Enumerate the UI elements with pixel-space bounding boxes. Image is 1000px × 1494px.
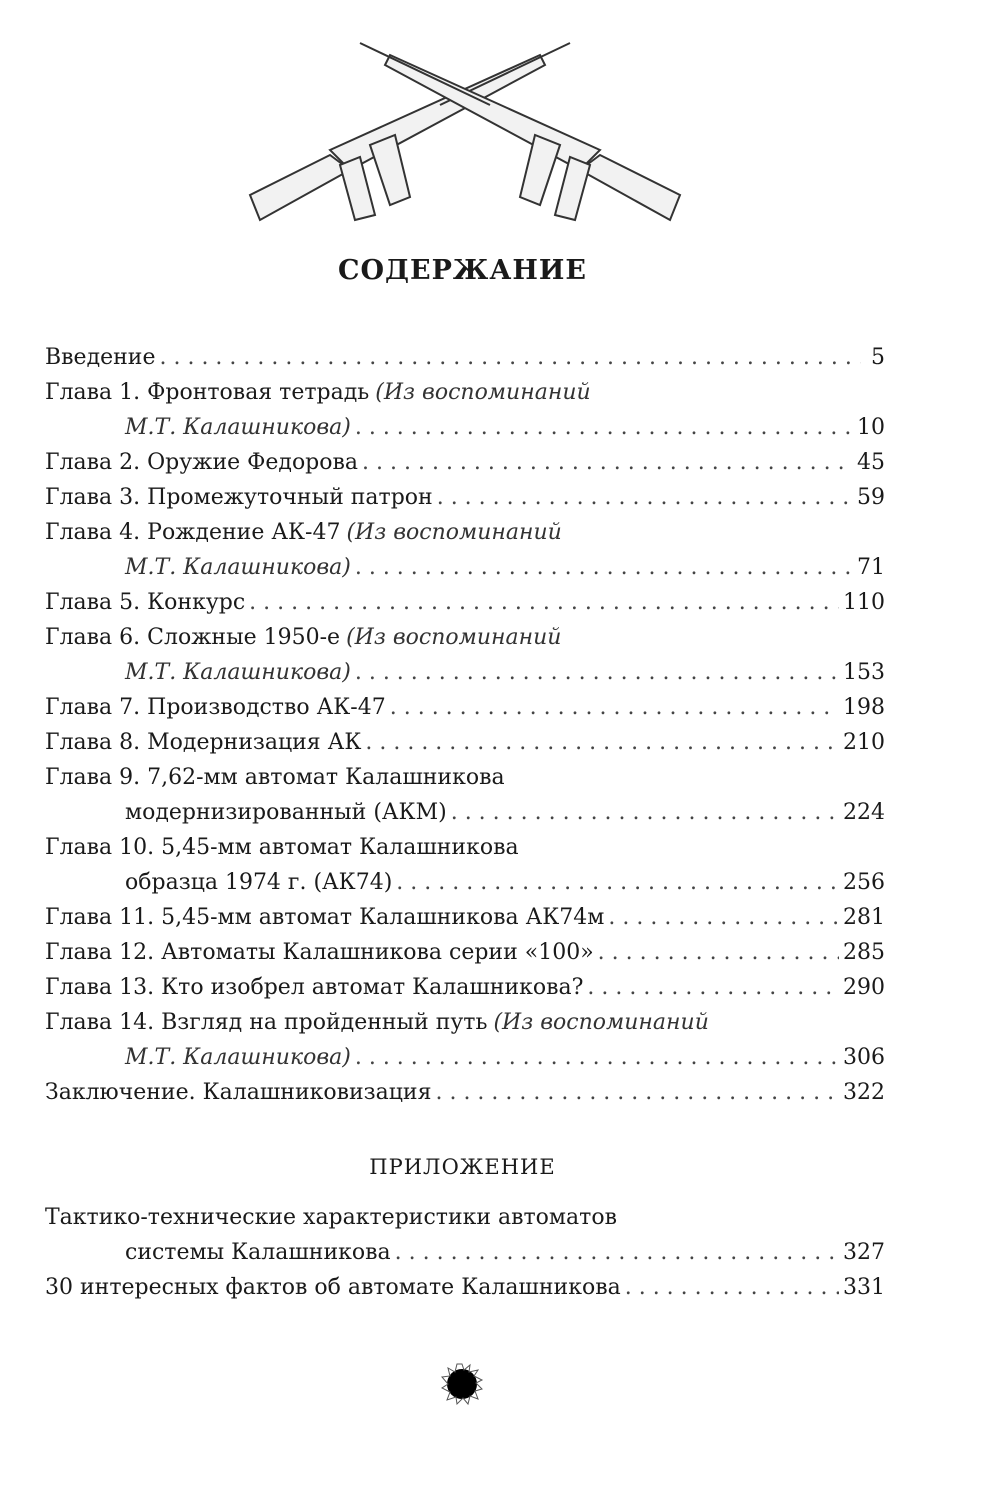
toc-entry[interactable] [45,1045,885,1080]
dot-leader [390,695,839,720]
toc-entry[interactable] [45,1205,885,1240]
dot-leader [451,800,839,825]
entry-note: М.Т. Калашникова) [125,555,351,580]
dot-leader [598,940,839,965]
dot-leader [355,415,853,440]
page-number: 71 [857,555,885,580]
toc-entry[interactable] [45,730,885,765]
page-number: 210 [843,730,885,755]
toc-entry[interactable] [45,415,885,450]
toc-entry[interactable] [45,905,885,940]
page-number: 59 [857,485,885,510]
page-number: 224 [843,800,885,825]
page-number: 290 [843,975,885,1000]
entry-title: системы Калашникова [125,1240,391,1265]
toc-entry[interactable] [45,485,885,520]
entry-title: Глава 3. Промежуточный патрон [45,485,433,510]
page-number: 322 [843,1080,885,1105]
page-number: 331 [843,1275,885,1300]
toc-entry[interactable] [45,835,885,870]
entry-title: Глава 1. Фронтовая тетрадь [45,380,370,405]
dot-leader [355,555,853,580]
entry-title: Глава 13. Кто изобрел автомат Калашникова? [45,975,584,1000]
entry-note: М.Т. Калашникова) [125,415,351,440]
entry-title: Глава 8. Модернизация АК [45,730,362,755]
entry-title: Тактико-технические характеристики автоматов [45,1205,617,1230]
page-number: 256 [843,870,885,895]
dot-leader [365,730,839,755]
dot-leader [249,590,839,615]
crossed-rifles-emblem [240,35,690,235]
page-title: СОДЕРЖАНИЕ [338,255,587,286]
entry-note: (Из воспоминаний [375,380,591,405]
entry-note: (Из воспоминаний [346,520,562,545]
entry-title: Глава 14. Взгляд на пройденный путь [45,1010,488,1035]
toc-entry[interactable] [45,1240,885,1275]
dot-leader [437,485,853,510]
page-number: 285 [843,940,885,965]
dot-leader [159,345,861,370]
dot-leader [362,450,853,475]
entry-title: Глава 2. Оружие Федорова [45,450,359,475]
toc-entry[interactable] [45,555,885,590]
toc-entry[interactable] [45,940,885,975]
page-number: 10 [857,415,885,440]
toc-entry[interactable] [45,450,885,485]
page-number: 45 [857,450,885,475]
entry-note: (Из воспоминаний [346,625,562,650]
toc-entry[interactable] [45,660,885,695]
toc-entry[interactable] [45,800,885,835]
entry-title: 30 интересных фактов об автомате Калашникова [45,1275,621,1300]
toc-entry[interactable] [45,1275,885,1310]
page-number: 327 [843,1240,885,1265]
entry-title: Глава 10. 5,45-мм автомат Калашникова [45,835,519,860]
entry-title: Глава 7. Производство АК-47 [45,695,386,720]
dot-leader [435,1080,839,1105]
entry-title: Глава 11. 5,45-мм автомат Калашникова АК74м [45,905,605,930]
bullet-hole-icon [440,1362,484,1406]
toc-entry[interactable] [45,870,885,905]
dot-leader [395,1240,839,1265]
toc-entry[interactable] [45,1010,885,1045]
entry-title: Введение [45,345,156,370]
toc-entry[interactable] [45,1080,885,1115]
toc-entry[interactable] [45,625,885,660]
page-number: 306 [843,1045,885,1070]
entry-title: Заключение. Калашниковизация [45,1080,432,1105]
page-number: 110 [843,590,885,615]
dot-leader [625,1275,839,1300]
entry-title: Глава 6. Сложные 1950-е [45,625,341,650]
entry-title: Глава 4. Рождение АК-47 [45,520,341,545]
page-number: 5 [871,345,885,370]
toc-entry[interactable] [45,975,885,1010]
dot-leader [396,870,839,895]
appendix-contents [45,1205,885,1310]
entry-title: Глава 9. 7,62-мм автомат Калашникова [45,765,505,790]
entry-note: (Из воспоминаний [493,1010,709,1035]
entry-note: М.Т. Калашникова) [125,660,351,685]
page-number: 153 [843,660,885,685]
appendix-heading: ПРИЛОЖЕНИЕ [369,1155,556,1179]
toc-entry[interactable] [45,380,885,415]
page-number: 198 [843,695,885,720]
dot-leader [608,905,839,930]
toc-entry[interactable] [45,520,885,555]
entry-title: образца 1974 г. (АК74) [125,870,393,895]
page-number: 281 [843,905,885,930]
toc-entry[interactable] [45,695,885,730]
table-of-contents [45,345,885,1115]
entry-title: Глава 5. Конкурс [45,590,246,615]
entry-note: М.Т. Калашникова) [125,1045,351,1070]
entry-title: Глава 12. Автоматы Калашникова серии «100» [45,940,594,965]
entry-title: модернизированный (АКМ) [125,800,447,825]
dot-leader [355,660,839,685]
toc-entry[interactable] [45,765,885,800]
toc-entry[interactable] [45,345,885,380]
dot-leader [587,975,839,1000]
toc-entry[interactable] [45,590,885,625]
dot-leader [355,1045,839,1070]
